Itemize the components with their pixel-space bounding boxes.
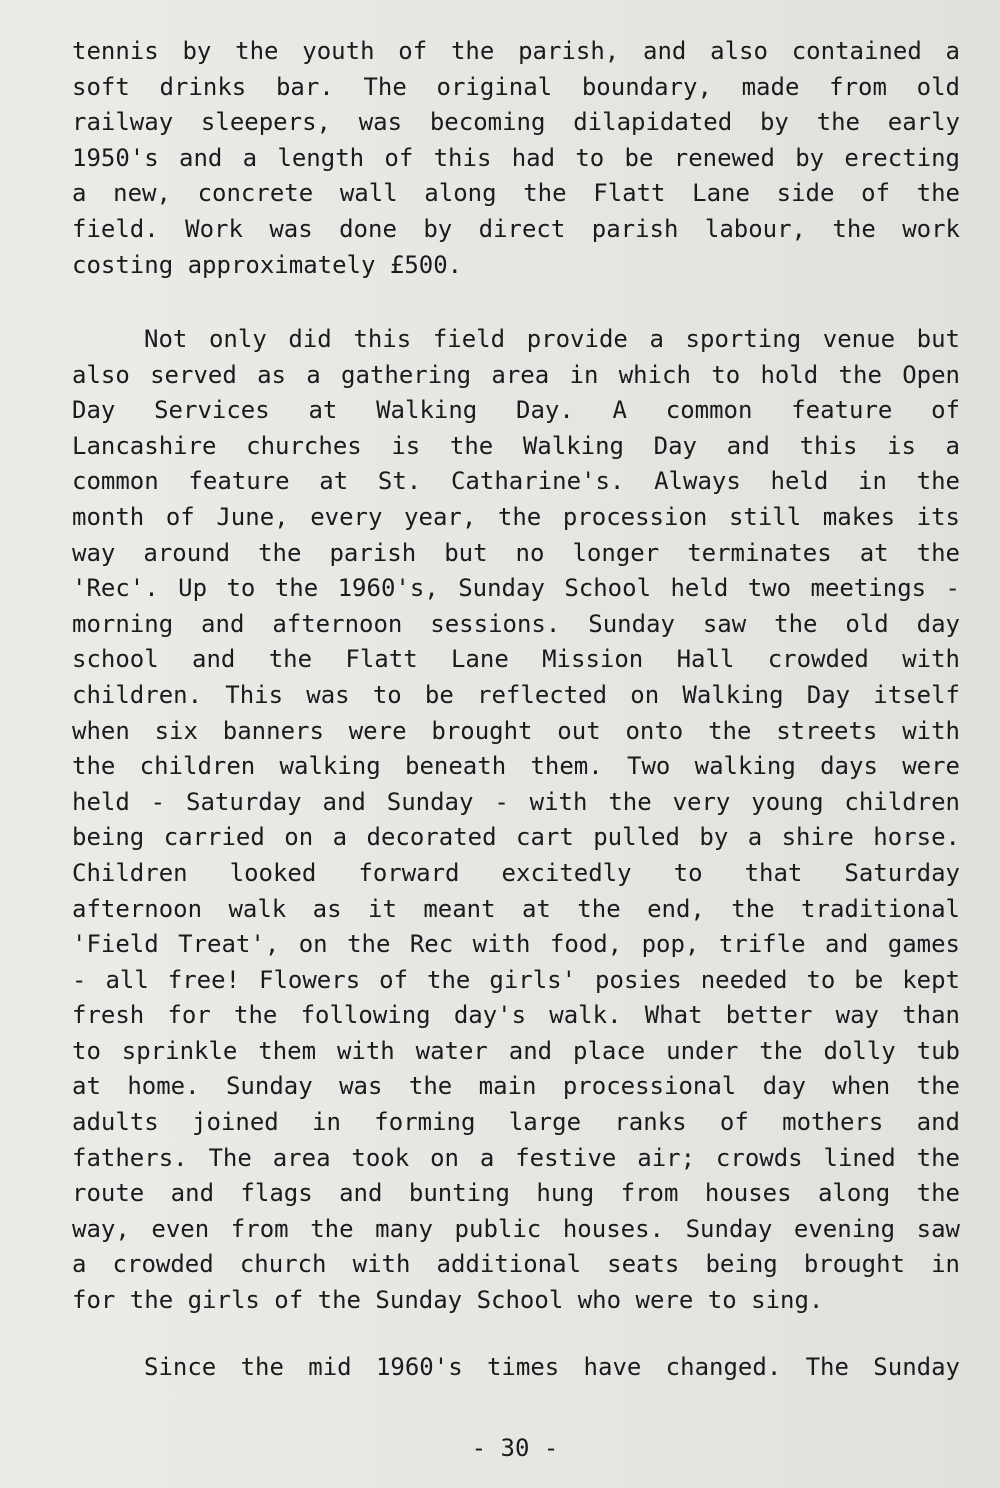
- text-line: tennis by the youth of the parish, and also contained a: [72, 37, 960, 65]
- text-line: school and the Flatt Lane Mission Hall crowded with: [72, 645, 960, 674]
- text-line: morning and afternoon sessions. Sunday saw the old day: [72, 609, 960, 638]
- paragraph-3: [72, 1350, 960, 1386]
- text-line: a new, concrete wall along the Flatt Lane side of the: [72, 179, 960, 208]
- text-line: costing approximately £500.: [72, 250, 463, 279]
- text-line: common feature at St. Catharine's. Always held in the: [72, 467, 960, 496]
- paragraph-1: [72, 34, 960, 283]
- text-line: month of June, every year, the procession still makes its: [72, 502, 960, 531]
- text-line: 'Field Treat', on the Rec with food, pop, trifle and games: [72, 930, 960, 959]
- text-line: way around the parish but no longer terminates at the: [72, 538, 960, 567]
- text-line: a crowded church with additional seats being brought in: [72, 1250, 960, 1279]
- text-line: 'Rec'. Up to the 1960's, Sunday School held two meetings -: [72, 574, 960, 603]
- text-line: adults joined in forming large ranks of mothers and: [72, 1108, 960, 1137]
- text-line: railway sleepers, was becoming dilapidated by the early: [72, 108, 960, 137]
- text-line: to sprinkle them with water and place under the dolly tub: [72, 1036, 960, 1065]
- text-line: the children walking beneath them. Two walking days were: [72, 752, 960, 781]
- text-line: at home. Sunday was the main processional day when the: [72, 1072, 960, 1101]
- text-line: soft drinks bar. The original boundary, made from old: [72, 72, 960, 101]
- text-line: Day Services at Walking Day. A common feature of: [72, 396, 960, 425]
- text-line: Since the mid 1960's times have changed. The Sunday: [144, 1353, 960, 1381]
- text-line: children. This was to be reflected on Walking Day itself: [72, 680, 960, 709]
- text-line: afternoon walk as it meant at the end, the traditional: [72, 894, 960, 923]
- text-line: also served as a gathering area in which to hold the Open: [72, 360, 960, 389]
- text-line: fresh for the following day's walk. What better way than: [72, 1001, 960, 1030]
- page-number: - 30 -: [471, 1434, 559, 1462]
- text-line: 1950's and a length of this had to be renewed by erecting: [72, 143, 960, 172]
- text-line: being carried on a decorated cart pulled by a shire horse.: [72, 823, 960, 852]
- text-line: field. Work was done by direct parish labour, the work: [72, 214, 960, 243]
- paragraph-2: [72, 322, 960, 1319]
- text-line: - all free! Flowers of the girls' posies needed to be kept: [72, 965, 960, 994]
- text-line: when six banners were brought out onto the streets with: [72, 716, 960, 745]
- text-line: way, even from the many public houses. Sunday evening saw: [72, 1214, 960, 1243]
- text-line: Children looked forward excitedly to that Saturday: [72, 858, 960, 887]
- text-line: fathers. The area took on a festive air; crowds lined the: [72, 1143, 960, 1172]
- text-line: for the girls of the Sunday School who were to sing.: [72, 1286, 824, 1315]
- text-line: route and flags and bunting hung from houses along the: [72, 1179, 960, 1208]
- text-line: Lancashire churches is the Walking Day and this is a: [72, 431, 960, 460]
- text-line: Not only did this field provide a sporting venue but: [144, 325, 960, 353]
- text-line: held - Saturday and Sunday - with the very young children: [72, 787, 960, 816]
